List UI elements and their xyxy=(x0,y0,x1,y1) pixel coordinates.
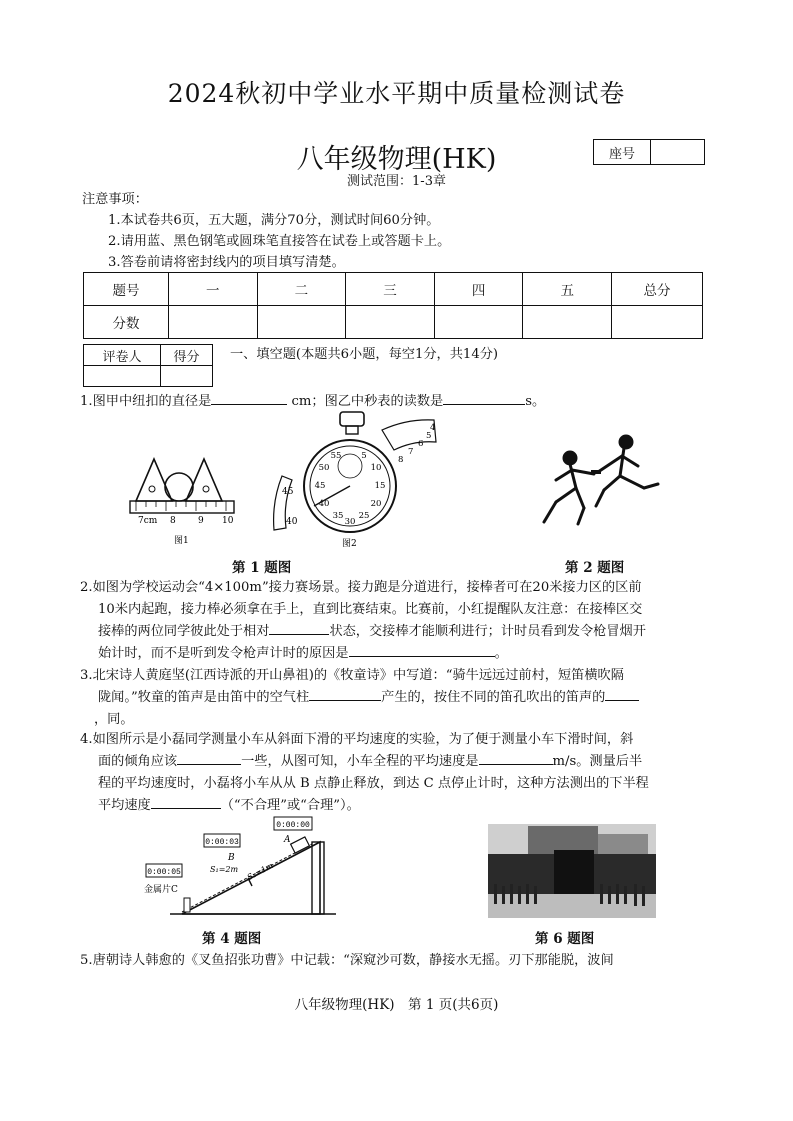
score-header-cell: 四 xyxy=(434,273,523,306)
button-shape xyxy=(165,473,193,501)
ruler-label: 8 xyxy=(170,516,176,526)
dial-number: 45 xyxy=(314,481,326,491)
dial-number: 40 xyxy=(318,499,330,509)
section-title: 一、填空题(本题共6小题，每空1分，共14分) xyxy=(230,347,499,362)
distance-s2-label: S₂=1m xyxy=(245,860,275,882)
relay-runners-figure xyxy=(534,432,662,530)
seat-number-box xyxy=(593,139,705,165)
q4-text-d: 平均速度 xyxy=(98,798,151,813)
q5-line-1: 5.唐朝诗人韩愈的《叉鱼招张功曹》中记载：“深窥沙可数，静接水无摇。刃下那能脱，波间 xyxy=(80,953,614,968)
q4-text-b: 一些，从图可知，小车全程的平均速度是 xyxy=(241,754,479,769)
score-header-cell: 总分 xyxy=(612,273,703,306)
metal-plate xyxy=(184,898,190,912)
score-cell xyxy=(523,306,612,339)
score-cell xyxy=(257,306,346,339)
note-item: 1.本试卷共6页，五大题，满分70分，测试时间60分钟。 xyxy=(108,213,440,228)
dial-small-number: 6 xyxy=(418,439,424,449)
note-item: 2.请用蓝、黑色钢笔或圆珠笔直接答在试卷上或答题卡上。 xyxy=(108,234,451,249)
grader-score-cell xyxy=(161,366,213,387)
ruler-label: 10 xyxy=(222,516,234,526)
dial-small-number: 7 xyxy=(408,447,414,457)
grader-score-label: 得分 xyxy=(161,345,213,366)
timer-c-reading: 0:00:05 xyxy=(147,868,181,877)
q1-text-b: cm；图乙中秒表的读数是 xyxy=(291,394,444,409)
q2-line-4 xyxy=(98,643,738,665)
relay-baton xyxy=(591,470,601,474)
ruler-label: 9 xyxy=(198,516,204,526)
cart-shape xyxy=(291,837,310,853)
q2-text-a: 接棒的两位同学彼此处于相对 xyxy=(98,624,270,639)
q1-blank-1 xyxy=(211,404,287,405)
dial-number: 25 xyxy=(358,511,370,521)
score-table-header-row xyxy=(84,273,703,306)
figure-1-caption: 第 1 题图 xyxy=(232,560,292,576)
score-header-cell: 二 xyxy=(257,273,346,306)
q2-text-c: 始计时，而不是听到发令枪声计时的原因是 xyxy=(98,646,349,661)
q2-line-3 xyxy=(98,621,738,643)
seat-value xyxy=(651,140,704,164)
score-cell xyxy=(346,306,435,339)
grader-label: 评卷人 xyxy=(84,345,161,366)
q2-text-b: 状态，交接棒才能顺利进行；计时员看到发令枪冒烟开 xyxy=(329,624,646,639)
figure-6-caption: 第 6 题图 xyxy=(535,931,595,947)
ruler-label: 7cm xyxy=(138,516,158,526)
dial-outer-number: 45 xyxy=(282,487,294,497)
distance-s1-label: S₁=2m xyxy=(210,865,239,874)
q3-line-2 xyxy=(98,687,738,709)
q1-text-a: 1.图甲中纽扣的直径是 xyxy=(80,394,212,409)
dial-small-number: 5 xyxy=(426,431,432,441)
dial-number: 35 xyxy=(332,511,344,521)
test-scope: 测试范围：1-3章 xyxy=(347,174,446,189)
score-header-cell: 三 xyxy=(346,273,435,306)
q3-line-3: ，同。 xyxy=(94,712,134,727)
point-b-label: B xyxy=(228,853,235,863)
q1-text-c: s。 xyxy=(525,394,546,409)
q2-line-1: 2.如图为学校运动会“4×100m”接力赛场景。接力跑是分道进行，接棒者可在20米接力区的区前 xyxy=(80,580,642,595)
dial-number: 10 xyxy=(370,463,382,473)
q3-text-b: 产生的，按住不同的笛孔吹出的笛声的 xyxy=(381,690,606,705)
q3-line-1: 3.北宋诗人黄庭坚(江西诗派的开山鼻祖)的《牧童诗》中写道：“骑牛远远过前村，短笛横吹隔 xyxy=(80,668,624,683)
q3-blank-1 xyxy=(309,700,381,701)
score-table xyxy=(83,272,703,339)
score-header-cell: 五 xyxy=(523,273,612,306)
point-a-label: A xyxy=(284,835,291,845)
score-header-cell: 一 xyxy=(169,273,258,306)
ruler-figure xyxy=(126,445,238,545)
dial-number: 55 xyxy=(330,451,342,461)
q2-blank-1 xyxy=(269,634,329,635)
q2-text-d: 。 xyxy=(494,646,508,661)
timer-b-reading: 0:00:03 xyxy=(205,838,239,847)
figure-2-caption: 第 2 题图 xyxy=(565,560,625,576)
score-cell xyxy=(434,306,523,339)
q4-text-c: m/s。测量后半 xyxy=(552,754,643,769)
dial-outer-number: 40 xyxy=(286,517,298,527)
exam-title: 2024秋初中学业水平期中质量检测试卷 xyxy=(167,79,626,108)
dial-number: 50 xyxy=(318,463,330,473)
dial-small-number: 8 xyxy=(398,455,404,465)
stopwatch-figure xyxy=(264,410,440,550)
page-footer: 八年级物理(HK) 第 1 页(共6页) xyxy=(294,997,499,1013)
q4-line-3: 程的平均速度时，小磊将小车从从 B 点静止释放，到达 C 点停止计时，这种方法测出的下半程 xyxy=(98,776,649,791)
q4-line-1: 4.如图所示是小磊同学测量小车从斜面下滑的平均速度的实验，为了便于测量小车下滑时间，斜 xyxy=(80,732,634,747)
q4-text-e: （“不合理”或“合理”）。 xyxy=(220,798,360,813)
subject-title: 八年级物理(HK) xyxy=(296,144,497,175)
figure-sublabel: 图1 xyxy=(174,536,189,545)
grader-cell xyxy=(84,366,161,387)
seat-label: 座号 xyxy=(594,140,651,164)
dial-number: 20 xyxy=(370,499,382,509)
dial-number: 30 xyxy=(344,517,356,527)
q4-blank-2 xyxy=(479,764,553,765)
dial-number: 15 xyxy=(374,481,386,491)
figure-4-caption: 第 4 题图 xyxy=(202,931,262,947)
dial-small-number: 4 xyxy=(430,423,436,433)
notes-heading: 注意事项： xyxy=(82,192,148,207)
score-cell xyxy=(169,306,258,339)
point-c-label: 金属片C xyxy=(144,885,178,895)
q3-text-a: 陇闻。”牧童的笛声是由笛中的空气柱 xyxy=(98,690,310,705)
score-row-label: 分数 xyxy=(84,306,169,339)
grader-table xyxy=(83,344,213,387)
figure-sublabel: 图2 xyxy=(342,539,357,549)
timer-a-reading: 0:00:00 xyxy=(276,821,310,830)
crowd-photo xyxy=(488,824,656,918)
q4-blank-3 xyxy=(151,808,221,809)
score-table-score-row xyxy=(84,306,703,339)
q1-blank-2 xyxy=(443,404,525,405)
dial-number: 5 xyxy=(361,451,367,461)
q2-blank-2 xyxy=(349,656,495,657)
q3-blank-2 xyxy=(605,700,639,701)
incline-figure xyxy=(140,814,340,918)
score-header-cell: 题号 xyxy=(84,273,169,306)
note-item: 3.答卷前请将密封线内的项目填写清楚。 xyxy=(108,255,345,270)
score-cell xyxy=(612,306,703,339)
q2-line-2: 10米内起跑，接力棒必须拿在手上，直到比赛结束。比赛前，小红提醒队友注意：在接棒区交 xyxy=(98,602,643,617)
q4-blank-1 xyxy=(177,764,241,765)
q4-text-a: 面的倾角应该 xyxy=(98,754,178,769)
q4-line-2 xyxy=(98,751,738,773)
